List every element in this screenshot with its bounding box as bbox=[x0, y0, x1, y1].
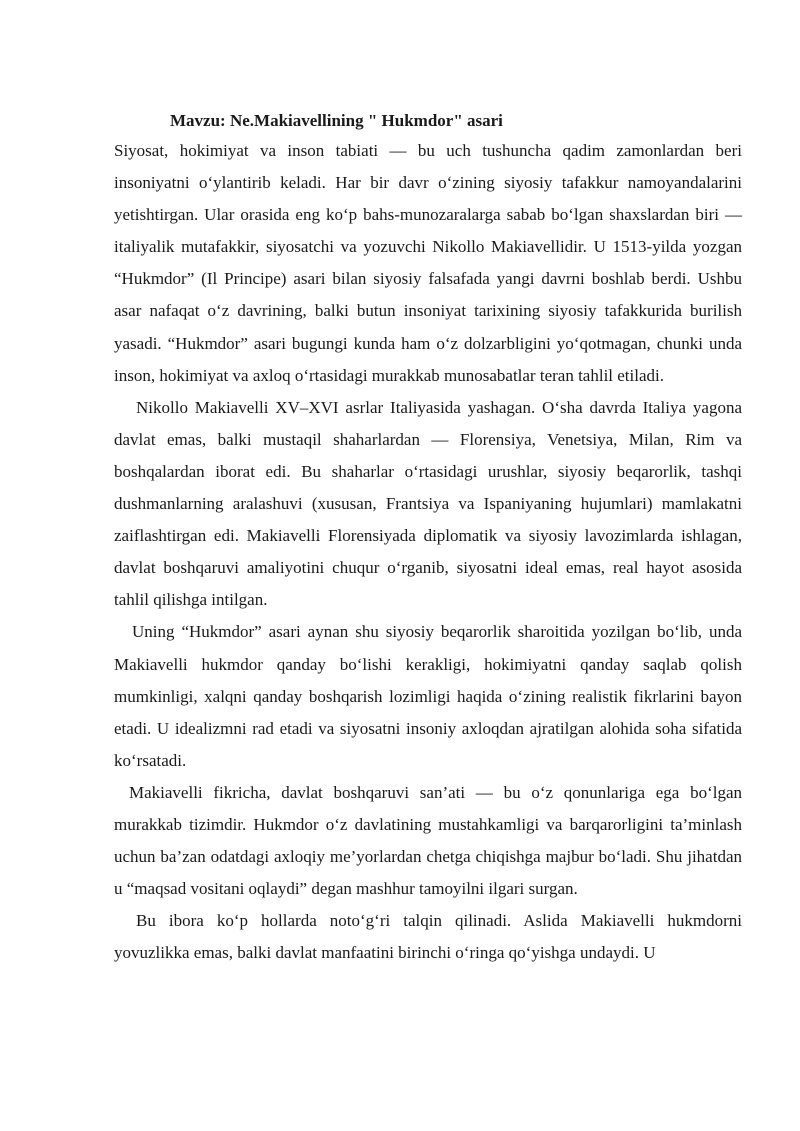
paragraph-intro: Siyosat, hokimiyat va inson tabiati — bu uch tushuncha qadim zamonlardan beri insoniyatni o‘ylantirib keladi. Har bir davr o‘zining siyosiy tafakkur namoyandalarini yetishtirgan. Ular orasida eng ko‘p bahs-munozaralarga sabab bo‘lgan shaxslardan biri — italiyalik mutafakkir, siyosatchi va yozuvchi Nikollo Makiavellidir. U 1513-yilda yozgan “Hukmdor” (Il Principe) asari bilan siyosiy falsafada yangi davrni boshlab berdi. Ushbu asar nafaqat o‘z davrining, balki butun insoniyat tarixining siyosiy tafakkurida burilish yasadi. “Hukmdor” asari bugungi kunda ham o‘z dolzarbligini yo‘qotmagan, chunki unda inson, hokimiyat va axloq o‘rtasidagi murakkab munosabatlar teran tahlil etiladi. bbox=[114, 141, 742, 385]
document-page bbox=[114, 107, 742, 969]
document-title: Mavzu: Ne.Makiavellining " Hukmdor" asari bbox=[170, 111, 503, 130]
paragraph-hukmdor-overview: Uning “Hukmdor” asari aynan shu siyosiy beqarorlik sharoitida yozilgan bo‘lib, unda Makiavelli hukmdor qanday bo‘lishi kerakligi, hokimiyatni qanday saqlab qolish mumkinligi, xalqni qanday boshqarish lozimligi haqida o‘zining realistik fikrlarini bayon etadi. U idealizmni rad etadi va siyosatni insoniy axloqdan ajratilgan alohida soha sifatida ko‘rsatadi. bbox=[114, 622, 742, 770]
paragraph-historical-context: Nikollo Makiavelli XV–XVI asrlar Italiyasida yashagan. O‘sha davrda Italiya yagona davlat emas, balki mustaqil shaharlardan — Florensiya, Venetsiya, Milan, Rim va boshqalardan iborat edi. Bu shaharlar o‘rtasidagi urushlar, siyosiy beqarorlik, tashqi dushmanlarning aralashuvi (xususan, Frantsiya va Ispaniyaning hujumlari) mamlakatni zaiflashtirgan edi. Makiavelli Florensiyada diplomatik va siyosiy lavozimlarda ishlagan, davlat boshqaruvi amaliyotini chuqur o‘rganib, siyosatni ideal emas, real hayot asosida tahlil qilishga intilgan. bbox=[114, 397, 742, 610]
paragraph-statecraft: Makiavelli fikricha, davlat boshqaruvi san’ati — bu o‘z qonunlariga ega bo‘lgan murakkab tizimdir. Hukmdor o‘z davlatining mustahkamligi va barqarorligini ta’minlash uchun ba’zan odatdagi axloqiy me’yorlardan chetga chiqishga majbur bo‘ladi. Shu jihatdan u “maqsad vositani oqlaydi” degan mashhur tamoyilni ilgari surgan. bbox=[114, 782, 742, 899]
paragraph-interpretation: Bu ibora ko‘p hollarda noto‘g‘ri talqin qilinadi. Aslida Makiavelli hukmdorni yovuzlikka emas, balki davlat manfaatini birinchi o‘ringa qo‘yishga undaydi. U bbox=[114, 911, 742, 963]
